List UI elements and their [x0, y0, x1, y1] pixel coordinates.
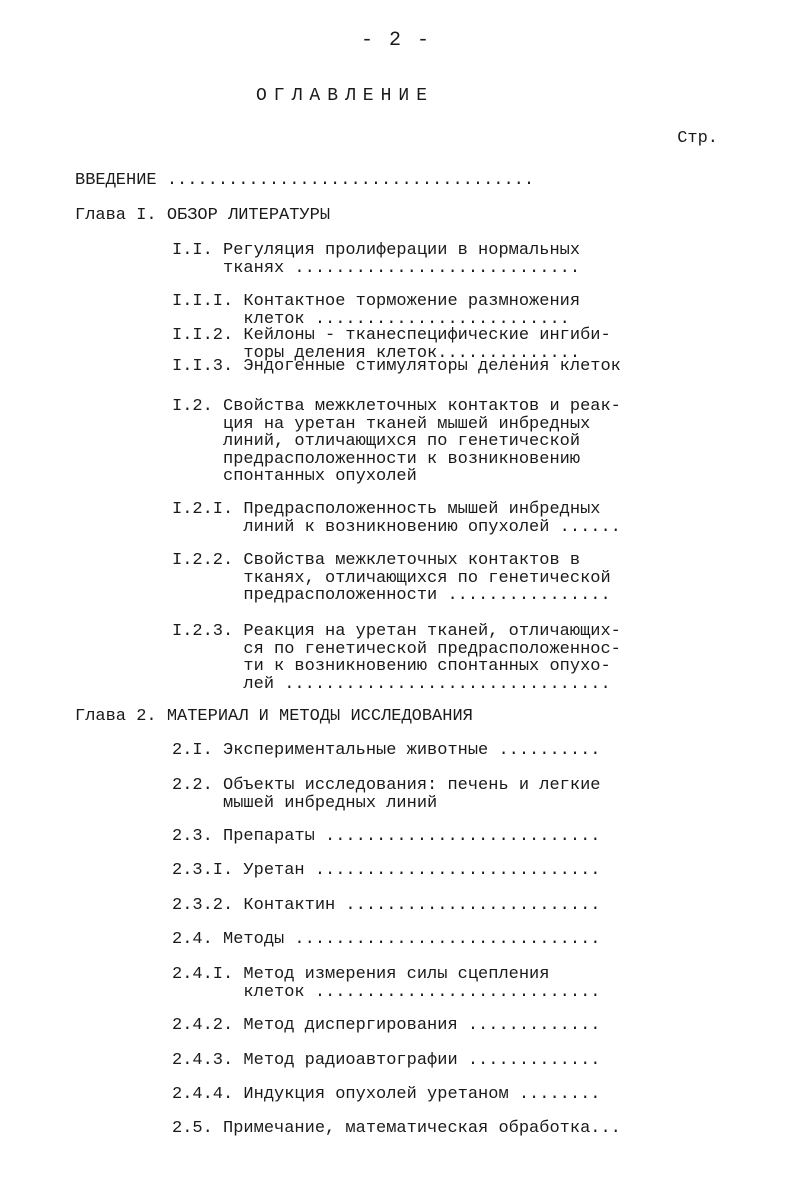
page-number: - 2 - [360, 29, 431, 52]
toc-entry-line: I.I.I. Контактное торможение размножения [172, 292, 581, 311]
toc-entry-line: предрасположенности ................ [172, 586, 611, 605]
toc-entry-line: тканях ............................ [172, 258, 581, 278]
toc-entry-line: 2.5. Примечание, математическая обработка... [172, 1119, 621, 1138]
toc-entry-line: линий к возникновению опухолей ...... [172, 517, 621, 537]
toc-entry-line: I.I. Регуляция пролиферации в нормальных [172, 241, 581, 260]
toc-entry-line: 2.4.4. Индукция опухолей уретаном ........ [172, 1085, 601, 1104]
toc-entry-line: лей ................................ [172, 674, 611, 694]
toc-entry-line: тканях, отличающихся по генетической [172, 568, 611, 588]
toc-entry-line: ция на уретан тканей мышей инбредных [172, 414, 591, 434]
toc-entry-line: спонтанных опухолей [172, 467, 417, 486]
toc-entry-line: I.I.2. Кейлоны - тканеспецифические ингиби- [172, 326, 611, 345]
toc-entry-line: ти к возникновению спонтанных опухо- [172, 657, 611, 676]
toc-entry-line: 2.4. Методы .............................. [172, 930, 601, 949]
toc-entry-line: клеток ......................... [172, 309, 570, 329]
toc-entry-line: 2.4.I. Метод измерения силы сцепления [172, 965, 550, 984]
toc-entry-line: Глава 2. МАТЕРИАЛ И МЕТОДЫ ИССЛЕДОВАНИЯ [75, 707, 473, 726]
toc-entry-line: I.2.I. Предрасположенность мышей инбредных [172, 500, 601, 519]
toc-entry-line: I.2. Свойства межклеточных контактов и реак- [172, 397, 621, 416]
toc-entry-line: клеток ............................ [172, 982, 601, 1002]
page-title: ОГЛАВЛЕНИЕ [255, 86, 435, 106]
toc-entry-line: 2.3.2. Контактин ......................... [172, 896, 601, 915]
toc-entry-line: торы деления клеток.............. [172, 343, 581, 363]
page-column-header: Стр. [677, 129, 718, 148]
toc-entry-line: ВВЕДЕНИЕ .................................... [75, 171, 535, 190]
toc-entry-line: I.2.3. Реакция на уретан тканей, отличающих- [172, 622, 621, 641]
toc-entry-line: I.2.2. Свойства межклеточных контактов в [172, 551, 581, 570]
toc-entry-line: мышей инбредных линий [172, 793, 438, 813]
toc-entry-line: I.I.3. Эндогенные стимуляторы деления клеток [172, 357, 621, 376]
toc-entry-line: предрасположенности к возникновению [172, 449, 581, 469]
toc-entry-line: 2.4.3. Метод радиоавтографии ............. [172, 1051, 601, 1070]
toc-entry-line: 2.3.I. Уретан ............................ [172, 861, 601, 880]
toc-entry-line: 2.I. Экспериментальные животные .......... [172, 741, 601, 760]
toc-entry-line: 2.4.2. Метод диспергирования ............. [172, 1016, 601, 1035]
toc-entry-line: 2.3. Препараты ........................... [172, 827, 601, 846]
toc-entry-line: ся по генетической предрасположеннос- [172, 639, 621, 659]
toc-entry-line: Глава I. ОБЗОР ЛИТЕРАТУРЫ [75, 206, 331, 225]
toc-entry-line: линий, отличающихся по генетической [172, 432, 581, 451]
toc-entry-line: 2.2. Объекты исследования: печень и легкие [172, 776, 601, 795]
